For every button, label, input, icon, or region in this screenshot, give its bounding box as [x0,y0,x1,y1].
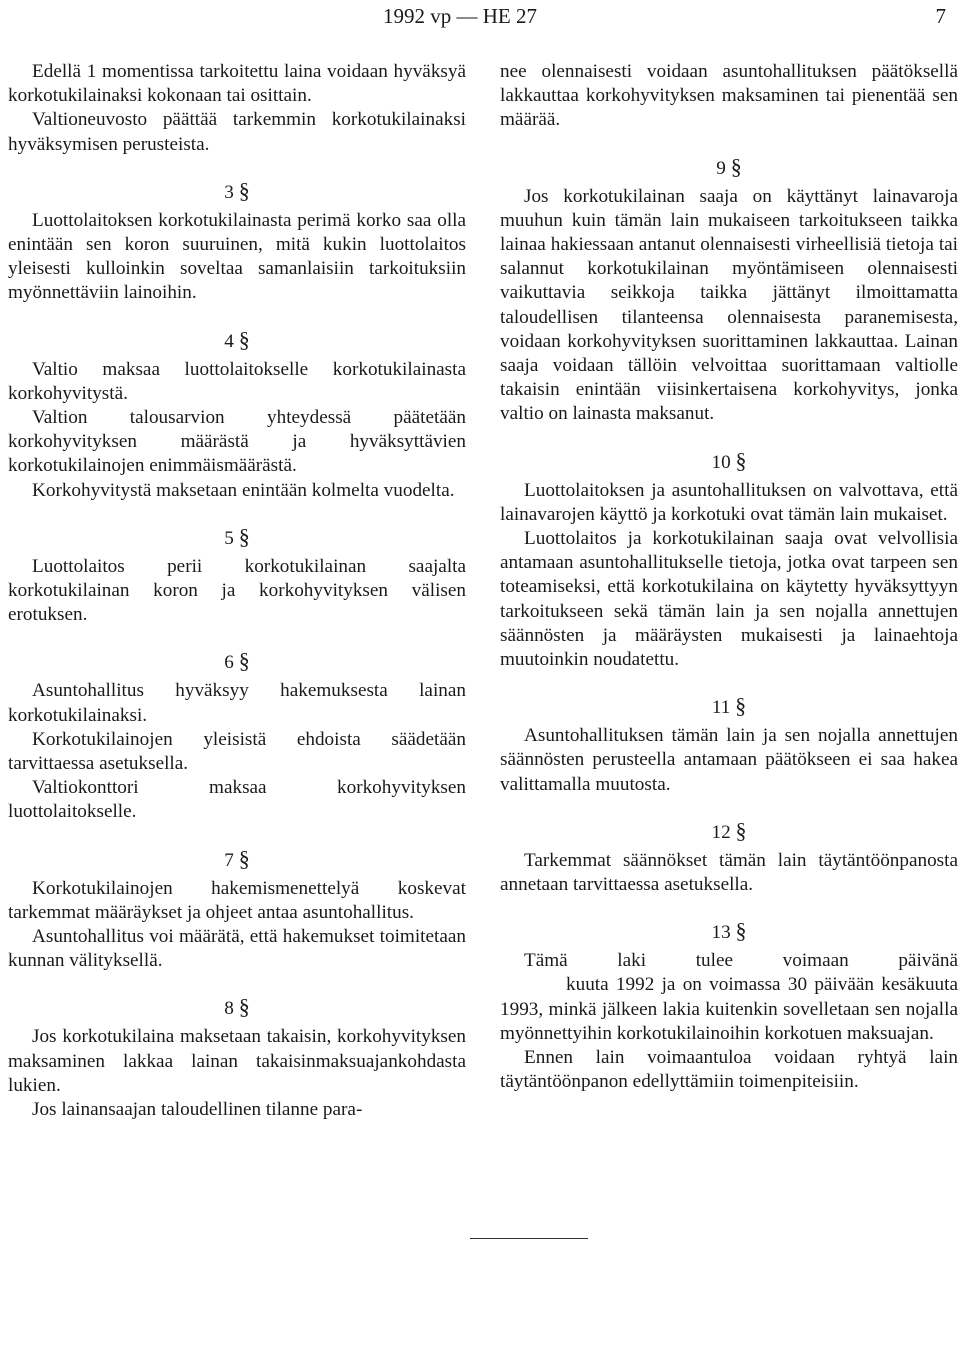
paragraph-continued: nee olennaisesti voidaan asuntohallituksen päätöksellä lakkauttaa korkohyvityksen maksaminen tai pienentää sen määrää. [500,61,958,131]
section-sign-icon: § [735,693,747,719]
paragraph: Korkotukilainojen yleisistä ehdoista säädetään tarvittaessa asetuksella. [8,728,466,775]
section-sign-icon: § [735,447,747,473]
paragraph: Luottolaitoksen korkotukilainasta perimä korko saa olla enintään sen koron suuruinen, mitä kukin luottolaitos yleisesti kulloinkin soveltaa samanlaisiin tarkoituksiin myönnettäviin lainoihin. [8,209,466,304]
section-heading-6: 6 § [224,648,250,674]
entry-into-force-continued: kuuta 1992 ja on voimassa 30 päivään kesäkuuta 1993, minkä jälkeen lakia kuitenkin sovelletaan sen nojalla myönnettyihin korkotukilainoihin korkotuen maksuajan. [500,974,958,1044]
paragraph: Ennen lain voimaantuloa voidaan ryhtyä lain täytäntöönpanon edellyttämiin toimenpiteisiin. [500,1047,958,1093]
paragraph: Jos korkotukilaina maksetaan takaisin, korkohyvityksen maksaminen lakkaa lainan takaisinmaksuajankohdasta lukien. [8,1026,466,1096]
page-header [0,4,960,30]
paragraph: Valtio maksaa luottolaitokselle korkotukilainasta korkohyvitystä. [8,358,466,404]
section-heading-13: 13 § [711,918,747,944]
section-heading-8: 8 § [224,994,250,1020]
section-heading-3: 3 § [224,177,250,203]
paragraph: Korkohyvitystä maksetaan enintään kolmelta vuodelta. [32,479,455,501]
section-heading-9: 9 § [716,153,742,179]
entry-into-force-line: Tämä laki tulee voimaan päivänä [524,950,958,972]
paragraph: Luottolaitos ja korkotukilainan saaja ovat velvollisia antamaan asuntohallitukselle tietoja, jotka ovat tarpeen sen toteamiseksi, että korkotukilaina on käytetty hyväksyttyyn tarkoitukseen sekä tämän lain ja sen nojalla annettujen säännösten ja määräysten mukaisesti ja lainaehtoja muutoinkin noudatettu. [500,528,958,671]
section-sign-icon: § [238,648,250,674]
paragraph: Valtiokonttori maksaa korkohyvityksen luottolaitokselle. [8,777,466,823]
paragraph: Valtioneuvosto päättää tarkemmin korkotukilainaksi hyväksymisen perusteista. [8,109,466,155]
right-column [500,60,958,1095]
paragraph: Luottolaitos perii korkotukilainan saajalta korkotukilainan koron ja korkohyvityksen välisen erotuksen. [8,555,466,626]
section-sign-icon: § [238,523,250,549]
section-heading-12: 12 § [711,817,747,843]
section-sign-icon: § [238,326,250,352]
section-sign-icon: § [238,177,250,203]
section-heading-7: 7 § [224,845,250,871]
section-heading-4: 4 § [224,326,250,352]
paragraph: Edellä 1 momentissa tarkoitettu laina voidaan hyväksyä korkotukilainaksi kokonaan tai osittain. [8,61,466,107]
paragraph: Jos korkotukilainan saaja on käyttänyt lainavaroja muuhun kuin tämän lain mukaiseen tarkoitukseen taikka lainaa hakiessaan antanut olennaisesti virheellisiä tietoja tai salannut korkotukilainan myöntämiseen olennaisesti vaikuttavia seikkoja taikka jättänyt ilmoittamatta taloudellisen tilanteensa olennaisesta paranemisesta, voidaan korkohyvityksen suorittaminen lakkauttaa. Lainan saaja voidaan tällöin velvoittaa suorittamaan valtiolle takaisin enintään viisinkertaisena korkohyvitys, jonka valtio on lainasta maksanut. [500,185,958,425]
section-sign-icon: § [735,918,747,944]
paragraph: Korkotukilainojen hakemismenettelyä koskevat tarkemmat määräykset ja ohjeet antaa asuntohallitus. [8,877,466,923]
section-sign-icon: § [238,994,250,1020]
section-heading-11: 11 § [711,693,747,719]
paragraph: Asuntohallitus voi määrätä, että hakemukset toimitetaan kunnan välityksellä. [8,926,466,972]
section-sign-icon: § [730,153,742,179]
document-title: 1992 vp — HE 27 [383,4,537,28]
section-sign-icon: § [735,817,747,843]
paragraph: Valtion talousarvion yhteydessä päätetään korkohyvityksen määrästä ja hyväksyttävien korkotukilainojen enimmäismäärästä. [8,407,466,477]
paragraph: Tarkemmat säännökset tämän lain täytäntöönpanosta annetaan tarvittaessa asetuksella. [500,849,958,896]
page-number: 7 [935,4,946,28]
section-sign-icon: § [238,845,250,871]
paragraph: Asuntohallitus hyväksyy hakemuksesta lainan korkotukilainaksi. [8,680,466,726]
left-column [8,60,466,1122]
paragraph: Luottolaitoksen ja asuntohallituksen on valvottava, että lainavarojen käyttö ja korkotuki ovat tämän lain mukaiset. [500,479,958,525]
section-heading-5: 5 § [224,523,250,549]
section-heading-10: 10 § [711,447,747,473]
paragraph: Jos lainansaajan taloudellinen tilanne para- [32,1099,363,1121]
paragraph: Asuntohallituksen tämän lain ja sen nojalla annettujen säännösten perusteella antamaan päätökseen ei saa hakea valittamalla muutosta. [500,725,958,795]
end-rule [470,1238,588,1239]
